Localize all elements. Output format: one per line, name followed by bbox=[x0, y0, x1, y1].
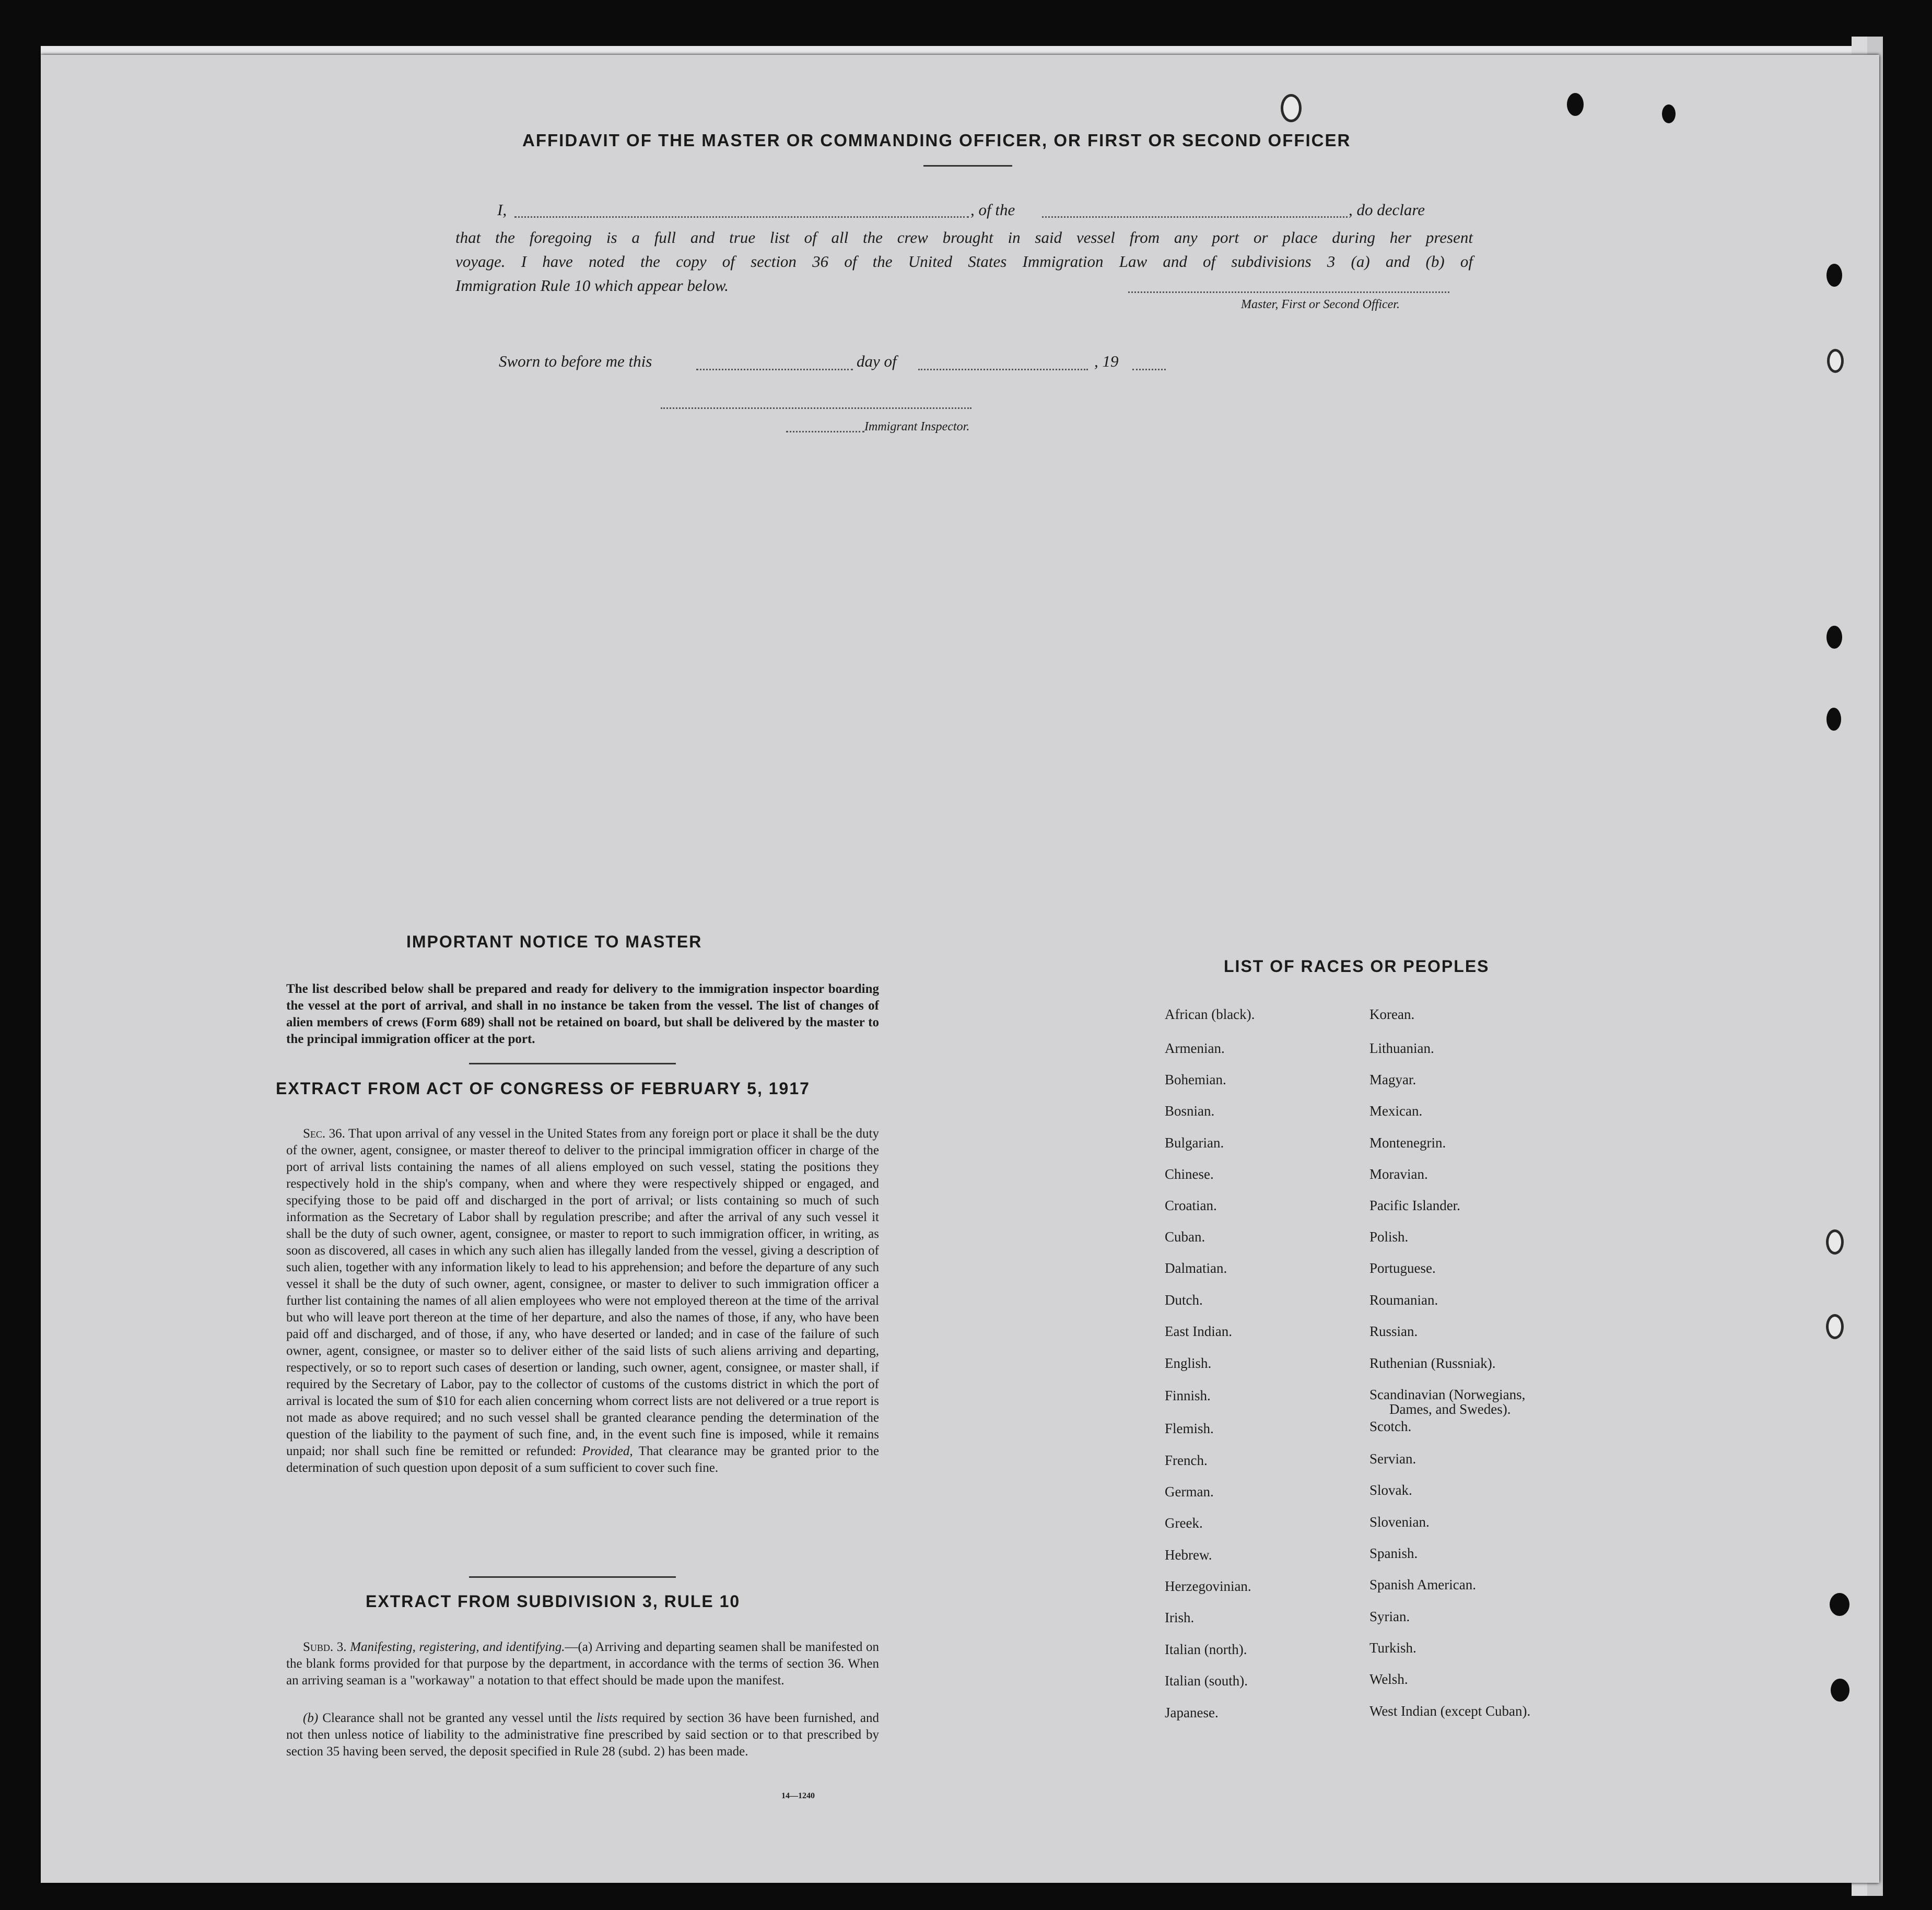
rule-b-text-2: required by section 36 have been furnished, and not then unless notice of liability to the administrative fine prescribed by said section or to that prescribed by section 35 having been served, the deposit specified in Rule 28 (subd. 2) has been made. bbox=[286, 1711, 879, 1759]
race-right-item: Spanish. bbox=[1369, 1545, 1418, 1561]
race-left-item: Dalmatian. bbox=[1165, 1260, 1227, 1276]
race-right-item: Pacific Islander. bbox=[1369, 1198, 1460, 1213]
affidavit-line-2: that the foregoing is a full and true list of all the crew brought in said vessel from any port or place during her present bbox=[455, 228, 1473, 247]
race-left-item: Irish. bbox=[1165, 1610, 1195, 1625]
year-text: , 19 bbox=[1094, 352, 1119, 370]
affidavit-of-the: , of the bbox=[970, 201, 1015, 219]
race-right-item: Servian. bbox=[1369, 1451, 1416, 1467]
rule-subd-label: Subd. 3. bbox=[303, 1640, 347, 1654]
inspector-name-blank bbox=[786, 431, 864, 432]
act-section-text: That upon arrival of any vessel in the United States from any foreign port or place it shall be the duty of the owner, agent, consignee, or master thereof to deliver to the principal immigration officer in charge of the port of arrival lists containing the names of all aliens employed on such vessel, stating the positions they respectively hold in the ship's company, when and where they were respectively shipped or engaged, and specifying those to be paid off and discharged in the port of arrival; or lists containing so much of such information as the Secretary of Labor shall by regulation prescribe; and after the arrival of any such vessel it shall be the duty of such owner, agent, consignee, or master to report to such immigration officer, in writing, as soon as discovered, all cases in which any such alien has illegally landed from the vessel, giving a description of such alien, together with any information likely to lead to his apprehension; and before the departure of any such vessel it shall be the duty of such owner, agent, consignee, or master to deliver to such immigration officer a further list containing the names of all alien employees who were not employed thereon at the time of the arrival but who will leave port thereon at the time of her departure, and also the names of those, if any, who have been paid off and discharged, and of those, if any, who have deserted or landed; and in case of the failure of such owner, agent, consignee, or master so to deliver either of the said lists of such aliens arriving and departing, respectively, or so to report such cases of desertion or landing, such owner, agent, consignee, or master shall, if required by the Secretary of Labor, pay to the collector of customs of the customs district in which the port of arrival is located the sum of $10 for each alien concerning whom correct lists are not delivered or a true report is not made as above required; and no such vessel shall be granted clearance pending the determination of the question of the liability to the payment of such fine, and, in the event such fine is imposed, while it remains unpaid; nor shall such fine be remitted or refunded: bbox=[286, 1127, 879, 1458]
name-blank bbox=[514, 216, 969, 218]
sworn-text: Sworn to before me this bbox=[499, 352, 652, 370]
notice-title: IMPORTANT NOTICE TO MASTER bbox=[406, 932, 702, 951]
punch-hole bbox=[1826, 626, 1842, 649]
day-blank bbox=[696, 369, 853, 370]
race-right-item: Magyar. bbox=[1369, 1072, 1416, 1087]
race-right-item-continued: Dames, and Swedes). bbox=[1389, 1401, 1511, 1417]
race-right-item: Welsh. bbox=[1369, 1671, 1408, 1687]
affidavit-line-3: voyage. I have noted the copy of section 36 of the United States Immigration Law and of subdivisions 3 (a) and (b) of bbox=[455, 252, 1473, 271]
document-sheet bbox=[41, 55, 1879, 1883]
rule-subd-text: —(a) Arriving and departing seamen shall be manifested on the blank forms provided for that purpose by the department, in accordance with the terms of section 36. When an arriving seaman is a "workaway" a notation to that effect should be made upon the manifest. bbox=[286, 1640, 879, 1688]
rule-subd-b bbox=[286, 1710, 879, 1760]
race-left-item: Chinese. bbox=[1165, 1166, 1214, 1182]
punch-hole bbox=[1662, 104, 1676, 123]
title-underline bbox=[923, 165, 1012, 167]
affidavit-title: AFFIDAVIT OF THE MASTER OR COMMANDING OFFICER, OR FIRST OR SECOND OFFICER bbox=[522, 131, 1351, 150]
race-left-item: Bohemian. bbox=[1165, 1072, 1226, 1087]
race-left-item: Greek. bbox=[1165, 1515, 1203, 1531]
race-right-item: Lithuanian. bbox=[1369, 1040, 1434, 1056]
race-left-item: African (black). bbox=[1165, 1006, 1255, 1022]
race-right-item: Scandinavian (Norwegians, bbox=[1369, 1387, 1526, 1402]
rule-subd-italic: Manifesting, registering, and identifying. bbox=[350, 1640, 565, 1654]
race-right-item: Slovenian. bbox=[1369, 1514, 1430, 1530]
act-provided-label: Provided, bbox=[582, 1444, 633, 1458]
punch-hole bbox=[1567, 93, 1584, 116]
rule-b-lists: lists bbox=[596, 1711, 618, 1725]
race-left-item: Italian (south). bbox=[1165, 1673, 1248, 1689]
punch-hole-ring bbox=[1281, 94, 1302, 122]
punch-hole bbox=[1831, 1679, 1849, 1702]
race-right-item: Korean. bbox=[1369, 1006, 1415, 1022]
race-left-item: Bosnian. bbox=[1165, 1103, 1215, 1119]
punch-hole bbox=[1826, 264, 1842, 287]
act-title: EXTRACT FROM ACT OF CONGRESS OF FEBRUARY 5, 1917 bbox=[276, 1079, 810, 1098]
punch-hole-ring bbox=[1826, 1229, 1844, 1255]
inspector-caption: Immigrant Inspector. bbox=[864, 420, 970, 433]
race-left-item: French. bbox=[1165, 1452, 1208, 1468]
punch-hole bbox=[1830, 1593, 1849, 1616]
race-left-item: Flemish. bbox=[1165, 1421, 1214, 1436]
signature-blank bbox=[1128, 291, 1449, 293]
punch-hole bbox=[1826, 708, 1841, 731]
race-right-item: West Indian (except Cuban). bbox=[1369, 1703, 1531, 1719]
race-right-item: Spanish American. bbox=[1369, 1577, 1476, 1592]
rule-subd-a bbox=[286, 1639, 879, 1689]
race-right-item: Roumanian. bbox=[1369, 1292, 1438, 1308]
race-right-item: Polish. bbox=[1369, 1229, 1409, 1245]
affidavit-line-4: Immigration Rule 10 which appear below. bbox=[455, 276, 729, 295]
race-right-item: Portuguese. bbox=[1369, 1260, 1436, 1276]
punch-hole-ring bbox=[1827, 349, 1844, 373]
year-blank bbox=[1132, 369, 1166, 370]
race-left-item: East Indian. bbox=[1165, 1323, 1232, 1339]
vessel-blank bbox=[1042, 216, 1348, 218]
form-number: 14—1240 bbox=[781, 1791, 815, 1800]
race-left-item: Dutch. bbox=[1165, 1292, 1203, 1308]
races-title: LIST OF RACES OR PEOPLES bbox=[1224, 957, 1490, 976]
notice-text: The list described below shall be prepared and ready for delivery to the immigration inspector boarding the vessel at the port of arrival, and shall in no instance be taken from the vessel. The list of changes of alien members of crews (Form 689) shall not be retained on board, but shall be delivered by the master to the principal immigration officer at the port. bbox=[286, 982, 879, 1046]
race-left-item: Bulgarian. bbox=[1165, 1135, 1224, 1151]
race-left-item: English. bbox=[1165, 1355, 1212, 1371]
race-left-item: Italian (north). bbox=[1165, 1642, 1247, 1657]
act-provided-text: That clearance may be granted prior to the determination of such question upon deposit of a sum sufficient to cover such fine. bbox=[286, 1444, 879, 1475]
race-right-item: Turkish. bbox=[1369, 1640, 1416, 1656]
race-left-item: Hebrew. bbox=[1165, 1547, 1212, 1563]
rule-b-label: (b) bbox=[303, 1711, 319, 1725]
month-blank bbox=[918, 369, 1088, 370]
race-right-item: Mexican. bbox=[1369, 1103, 1423, 1119]
rule-b-text-1: Clearance shall not be granted any vessel until the bbox=[322, 1711, 592, 1725]
punch-hole-ring bbox=[1826, 1314, 1844, 1339]
race-right-item: Ruthenian (Russniak). bbox=[1369, 1355, 1496, 1371]
affidavit-i: I, bbox=[497, 201, 507, 219]
race-right-item: Russian. bbox=[1369, 1323, 1418, 1339]
day-of-text: day of bbox=[857, 352, 897, 370]
rule-title: EXTRACT FROM SUBDIVISION 3, RULE 10 bbox=[366, 1592, 741, 1611]
affidavit-declare: , do declare bbox=[1349, 201, 1425, 219]
signature-caption: Master, First or Second Officer. bbox=[1241, 298, 1400, 311]
race-right-item: Montenegrin. bbox=[1369, 1135, 1446, 1151]
race-left-item: Croatian. bbox=[1165, 1198, 1217, 1213]
race-left-item: German. bbox=[1165, 1484, 1214, 1499]
inspector-signature-blank bbox=[661, 407, 971, 409]
act-section-36 bbox=[286, 1126, 879, 1477]
section-divider bbox=[469, 1063, 676, 1064]
race-left-item: Finnish. bbox=[1165, 1388, 1211, 1403]
race-right-item: Moravian. bbox=[1369, 1166, 1428, 1182]
race-right-item: Syrian. bbox=[1369, 1609, 1410, 1624]
race-left-item: Armenian. bbox=[1165, 1040, 1225, 1056]
race-left-item: Cuban. bbox=[1165, 1229, 1205, 1245]
act-section-label: Sec. 36. bbox=[303, 1127, 345, 1141]
section-divider bbox=[469, 1576, 676, 1578]
race-right-item: Slovak. bbox=[1369, 1482, 1412, 1498]
race-left-item: Japanese. bbox=[1165, 1705, 1219, 1720]
race-right-item: Scotch. bbox=[1369, 1419, 1412, 1434]
race-left-item: Herzegovinian. bbox=[1165, 1578, 1251, 1594]
